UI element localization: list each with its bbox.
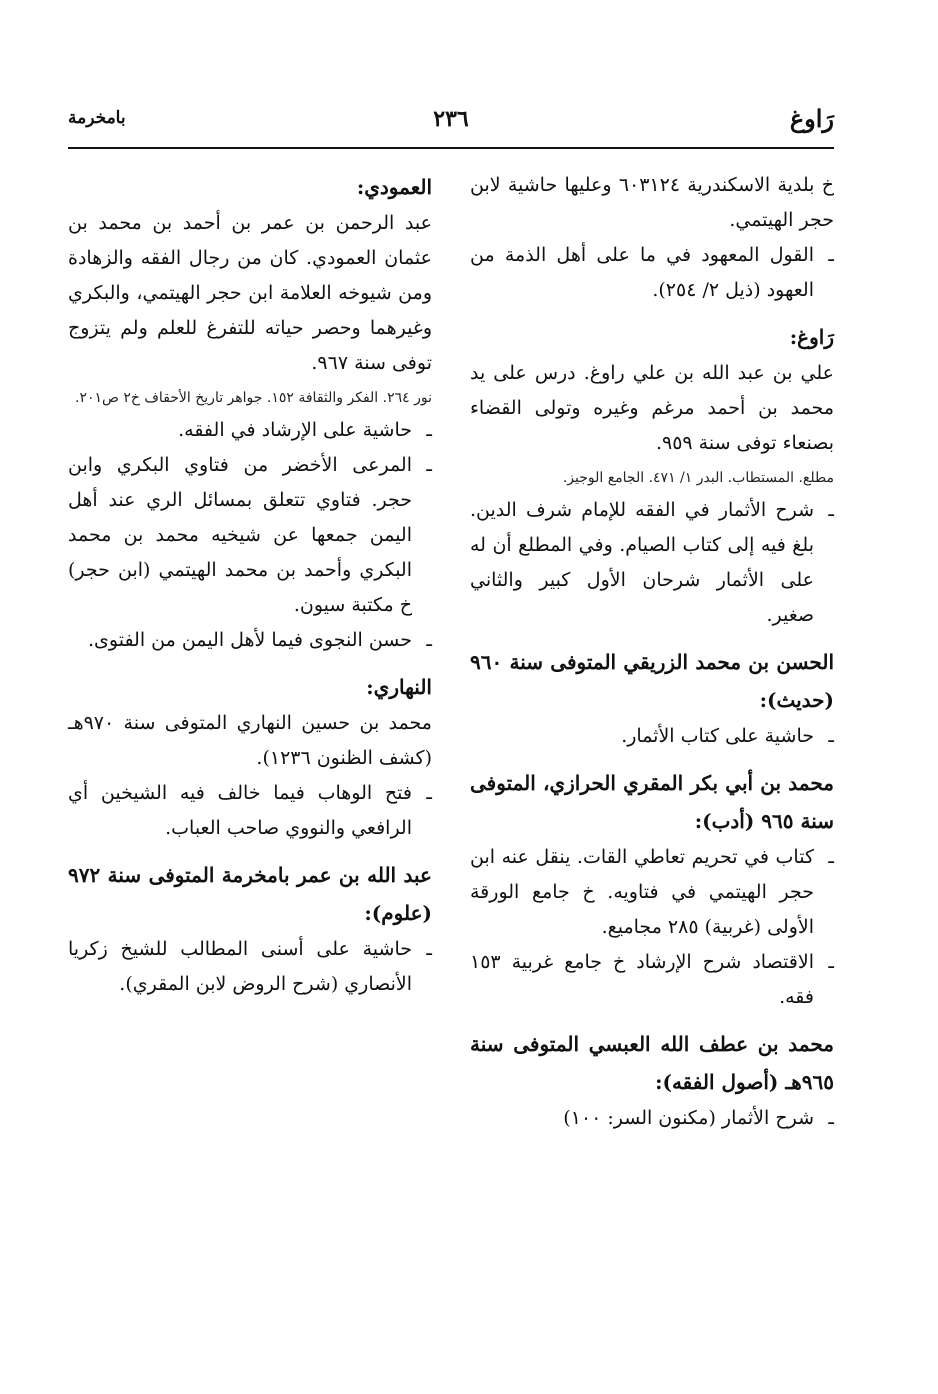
entry-heading: محمد بن أبي بكر المقري الحرازي، المتوفى سنة ٩٦٥ (أدب):	[470, 771, 834, 833]
entry-heading: رَاوغ:	[789, 325, 834, 349]
list-item: ـ حاشية على كتاب الأثمار.	[470, 719, 834, 754]
list-item: ـ القول المعهود في ما على أهل الذمة من العهود (ذيل ٢/ ٢٥٤).	[470, 238, 834, 308]
dash-marker: ـ	[426, 419, 432, 441]
list-item: ـ حاشية على الإرشاد في الفقه.	[68, 413, 432, 448]
entry-bio: محمد بن حسين النهاري المتوفى سنة ٩٧٠هـ (كشف الظنون ١٢٣٦).	[68, 712, 432, 769]
dash-marker: ـ	[426, 629, 432, 651]
entry-reference: نور ٢٦٤. الفكر والثقافة ١٥٢. جواهر تاريخ الأحقاف خ٢ ص٢٠١.	[74, 390, 432, 406]
dash-marker: ـ	[828, 244, 834, 266]
list-item: ـ المرعى الأخضر من فتاوي البكري وابن حجر. فتاوي تتعلق بمسائل الري عند أهل اليمن جمعها عن شيخيه محمد بن محمد البكري وأحمد بن محمد الهيتمي (ابن حجر) خ مكتبة سيون.	[68, 448, 432, 623]
works-list	[470, 493, 834, 633]
works-list	[68, 413, 432, 658]
dash-marker: ـ	[828, 951, 834, 973]
works-list	[68, 932, 432, 1002]
works-list	[470, 1101, 834, 1136]
page-header	[68, 104, 834, 140]
entry-reference: مطلع. المستطاب. البدر ١/ ٤٧١. الجامع الوجيز.	[562, 470, 834, 486]
header-keyword-end: بامخرمة	[68, 108, 126, 128]
dash-marker: ـ	[828, 1107, 834, 1129]
left-column	[68, 168, 432, 1002]
dash-marker: ـ	[828, 725, 834, 747]
entry-bio: علي بن عبد الله بن علي راوغ. درس على يد محمد بن أحمد مرغم وغيره وتولى القضاء بصنعاء توفى سنة ٩٥٩.	[470, 362, 834, 454]
continued-text: خ بلدية الاسكندرية ٦٠٣١٢٤ وعليها حاشية لابن حجر الهيتمي.	[470, 174, 834, 231]
entry-heading: العمودي:	[356, 175, 432, 199]
dash-marker: ـ	[828, 499, 834, 521]
list-item: ـ فتح الوهاب فيما خالف فيه الشيخين أي الرافعي والنووي صاحب العباب.	[68, 776, 432, 846]
list-item: ـ كتاب في تحريم تعاطي القات. ينقل عنه ابن حجر الهيتمي في فتاويه. خ جامع الورقة الأولى (غربية) ٢٨٥ مجاميع.	[470, 840, 834, 945]
list-item: ـ الاقتصاد شرح الإرشاد خ جامع غربية ١٥٣ فقه.	[470, 945, 834, 1015]
entry-heading: النهاري:	[366, 675, 432, 699]
page-number: ٢٣٦	[433, 106, 469, 132]
list-item: ـ حاشية على أسنى المطالب للشيخ زكريا الأنصاري (شرح الروض لابن المقري).	[68, 932, 432, 1002]
header-rule	[68, 147, 834, 149]
dash-marker: ـ	[426, 782, 432, 804]
entry-heading: محمد بن عطف الله العبسي المتوفى سنة ٩٦٥هـ (أصول الفقه):	[470, 1032, 834, 1094]
header-keyword: رَاوغ	[789, 104, 834, 133]
intro-list	[470, 238, 834, 308]
dash-marker: ـ	[426, 938, 432, 960]
list-item: ـ حسن النجوى فيما لأهل اليمن من الفتوى.	[68, 623, 432, 658]
dash-marker: ـ	[828, 846, 834, 868]
list-item: ـ شرح الأثمار (مكنون السر: ١٠٠)	[470, 1101, 834, 1136]
entry-heading: عبد الله بن عمر بامخرمة المتوفى سنة ٩٧٢ (علوم):	[68, 863, 432, 925]
dash-marker: ـ	[426, 454, 432, 476]
list-item: ـ شرح الأثمار في الفقه للإمام شرف الدين. بلغ فيه إلى كتاب الصيام. وفي المطلع أن له على الأثمار شرحان الأول كبير والثاني صغير.	[470, 493, 834, 633]
works-list	[470, 840, 834, 1015]
entry-bio: عبد الرحمن بن عمر بن أحمد بن محمد بن عثمان العمودي. كان من رجال الفقه والزهادة ومن شيوخه العلامة ابن حجر الهيتمي، والبكري وغيرهما وحصر حياته للتفرغ للعلم ولم يتزوج توفى سنة ٩٦٧.	[68, 212, 432, 374]
works-list	[68, 776, 432, 846]
entry-heading: الحسن بن محمد الزريقي المتوفى سنة ٩٦٠ (حديث):	[470, 650, 834, 712]
works-list	[470, 719, 834, 754]
right-column	[470, 168, 834, 1136]
